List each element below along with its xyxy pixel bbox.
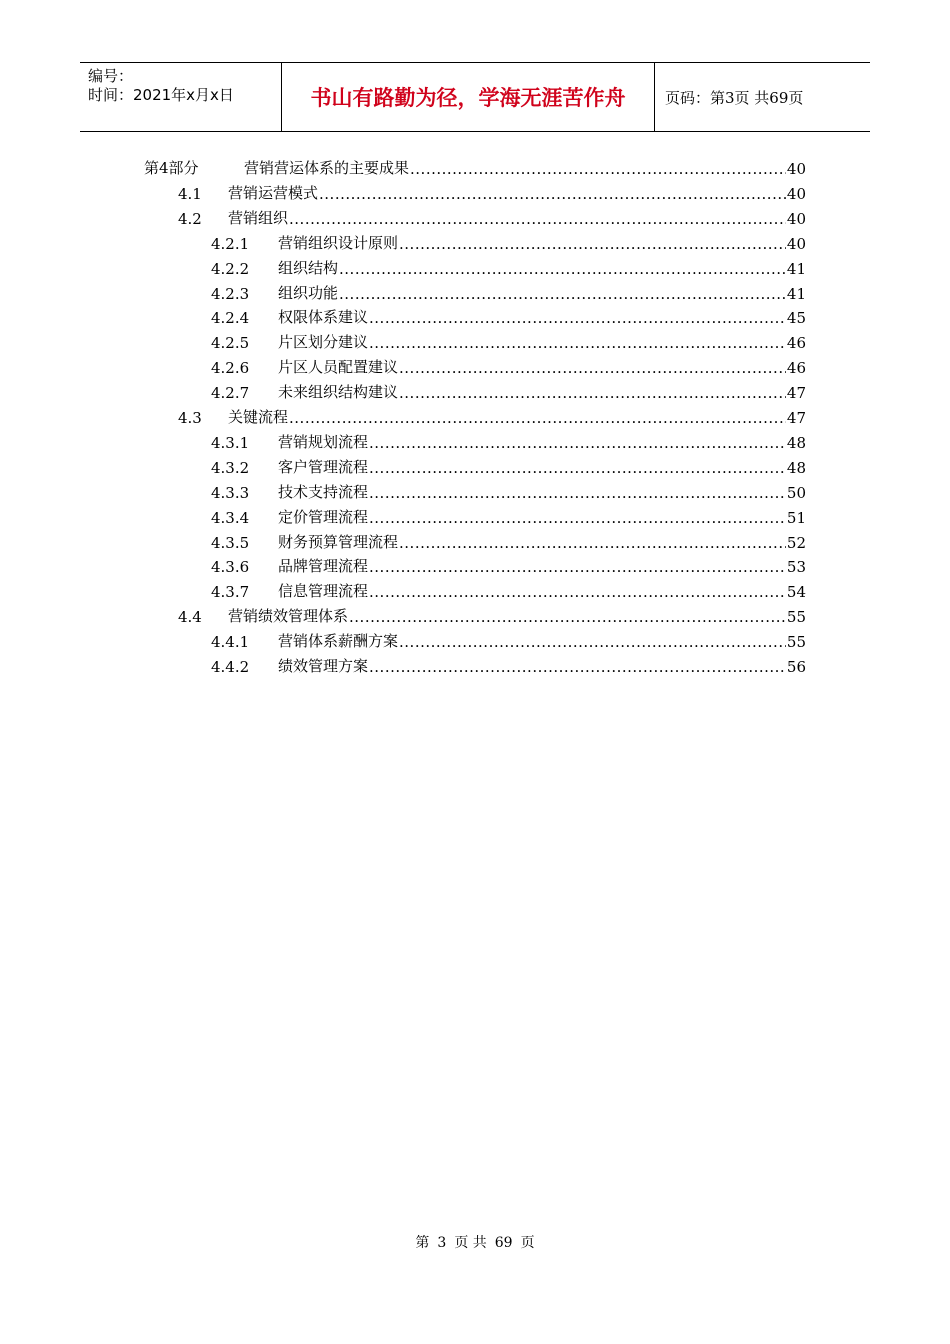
toc-entry-page: 51 <box>786 508 806 527</box>
toc-entry[interactable] <box>211 503 806 527</box>
toc-leader-dots <box>339 285 786 303</box>
toc-leader-dots <box>339 260 786 278</box>
toc-entry[interactable] <box>211 303 806 327</box>
toc-entry-title: 组织功能 <box>278 283 339 302</box>
toc-entry-title: 营销组织 <box>228 208 289 227</box>
toc-entry-page: 47 <box>786 409 806 427</box>
footer-total-pages: 69 <box>494 1235 513 1251</box>
header-page-info: 页码：第3页 共69页 <box>665 88 804 107</box>
toc-leader-dots <box>399 633 786 651</box>
toc-entry[interactable] <box>144 154 806 178</box>
toc-entry-page: 40 <box>786 160 806 178</box>
toc-entry-title: 营销绩效管理体系 <box>228 607 349 626</box>
toc-entry-title: 营销营运体系的主要成果 <box>244 159 410 177</box>
toc-entry-number: 第4部分 <box>144 159 199 177</box>
toc-entry-number: 4.2.4 <box>211 309 250 328</box>
toc-entry-number: 4.2.5 <box>211 334 250 353</box>
toc-entry[interactable] <box>211 528 806 552</box>
toc-entry-title: 营销运营模式 <box>228 183 319 202</box>
toc-entry-page: 54 <box>786 583 806 602</box>
toc-entry[interactable] <box>178 204 806 228</box>
toc-entry-page: 41 <box>786 284 806 303</box>
toc-entry-number: 4.4.2 <box>211 658 250 676</box>
toc-entry-number: 4.3.4 <box>211 508 250 527</box>
toc-entry-page: 53 <box>786 558 806 577</box>
toc-leader-dots <box>399 534 786 552</box>
toc-entry[interactable] <box>211 328 806 352</box>
toc-leader-dots <box>319 185 786 203</box>
document-number-label: 编号： <box>88 67 134 85</box>
toc-entry-title: 营销体系薪酬方案 <box>278 632 399 651</box>
toc-entry[interactable] <box>211 254 806 278</box>
toc-entry-title: 未来组织结构建议 <box>278 383 399 402</box>
page-header <box>80 62 870 132</box>
toc-entry[interactable] <box>211 577 806 601</box>
toc-leader-dots <box>399 359 786 377</box>
toc-entry-page: 47 <box>786 384 806 403</box>
toc-entry-page: 56 <box>786 658 806 676</box>
toc-entry-page: 48 <box>786 433 806 452</box>
toc-leader-dots <box>369 658 786 676</box>
footer-mid: 页 共 <box>454 1235 487 1251</box>
toc-entry-number: 4.3.3 <box>211 483 250 502</box>
toc-entry-number: 4.2.6 <box>211 359 250 378</box>
toc-entry-page: 46 <box>786 334 806 353</box>
toc-entry-number: 4.1 <box>178 184 202 203</box>
toc-leader-dots <box>289 210 786 228</box>
toc-leader-dots <box>369 334 786 352</box>
toc-entry-number: 4.3 <box>178 409 202 427</box>
toc-entry-number: 4.2.7 <box>211 384 250 403</box>
toc-entry-page: 45 <box>786 309 806 328</box>
toc-entry-title: 片区人员配置建议 <box>278 358 399 377</box>
toc-leader-dots <box>369 484 786 502</box>
toc-entry-page: 52 <box>786 533 806 552</box>
document-date: 时间：2021年x月x日 <box>88 86 234 104</box>
toc-leader-dots <box>369 509 786 527</box>
toc-entry-title: 关键流程 <box>228 408 289 426</box>
toc-entry-number: 4.3.7 <box>211 583 250 602</box>
toc-entry-title: 品牌管理流程 <box>278 557 369 576</box>
toc-entry-title: 客户管理流程 <box>278 457 369 476</box>
header-meta <box>80 63 281 131</box>
toc-entry-title: 权限体系建议 <box>278 308 369 327</box>
toc-entry-number: 4.3.1 <box>211 433 250 452</box>
toc-entry-number: 4.3.5 <box>211 533 250 552</box>
page-footer <box>0 1232 950 1252</box>
toc-entry-title: 财务预算管理流程 <box>278 532 399 551</box>
toc-entry[interactable] <box>178 179 806 203</box>
toc-entry-page: 50 <box>786 483 806 502</box>
toc-entry[interactable] <box>211 428 806 452</box>
toc-entry-number: 4.3.2 <box>211 458 250 477</box>
toc-entry-number: 4.2.3 <box>211 284 250 303</box>
toc-entry[interactable] <box>211 229 806 253</box>
toc-leader-dots <box>349 608 786 626</box>
toc-entry-page: 40 <box>786 234 806 253</box>
toc-leader-dots <box>289 409 786 427</box>
toc-entry-number: 4.3.6 <box>211 558 250 577</box>
toc-entry[interactable] <box>211 552 806 576</box>
footer-current-page: 3 <box>437 1235 447 1251</box>
toc-entry-title: 组织结构 <box>278 258 339 277</box>
toc-entry[interactable] <box>178 602 806 626</box>
toc-entry-page: 41 <box>786 259 806 278</box>
toc-leader-dots <box>399 384 786 402</box>
toc-entry-title: 绩效管理方案 <box>278 657 369 675</box>
toc-entry[interactable] <box>178 403 806 427</box>
toc-entry-title: 技术支持流程 <box>278 482 369 501</box>
toc-entry[interactable] <box>211 652 806 676</box>
toc-leader-dots <box>369 309 786 327</box>
toc-leader-dots <box>369 583 786 601</box>
header-motto: 书山有路勤为径，学海无涯苦作舟 <box>281 63 655 131</box>
toc-leader-dots <box>369 558 786 576</box>
toc-entry-page: 48 <box>786 458 806 477</box>
toc-entry[interactable] <box>211 478 806 502</box>
toc-leader-dots <box>410 160 786 178</box>
toc-entry[interactable] <box>211 279 806 303</box>
toc-entry-number: 4.2.1 <box>211 234 250 253</box>
toc-entry-page: 40 <box>786 209 806 228</box>
toc-leader-dots <box>399 235 786 253</box>
toc-leader-dots <box>369 434 786 452</box>
toc-entry-page: 55 <box>786 633 806 652</box>
toc-entry-page: 55 <box>786 608 806 627</box>
toc-entry-title: 营销规划流程 <box>278 432 369 451</box>
toc-entry[interactable] <box>211 453 806 477</box>
toc-entry[interactable] <box>211 353 806 377</box>
footer-prefix: 第 <box>415 1235 430 1251</box>
toc-entry-page: 46 <box>786 359 806 378</box>
toc-entry-title: 片区划分建议 <box>278 333 369 352</box>
footer-suffix: 页 <box>520 1235 535 1251</box>
toc-entry-number: 4.2 <box>178 209 202 228</box>
toc-entry[interactable] <box>211 378 806 402</box>
toc-entry-number: 4.4.1 <box>211 633 250 652</box>
toc-entry-title: 信息管理流程 <box>278 582 369 601</box>
toc-entry-number: 4.4 <box>178 608 202 627</box>
toc-entry[interactable] <box>211 627 806 651</box>
toc-entry-title: 定价管理流程 <box>278 507 369 526</box>
toc-entry-number: 4.2.2 <box>211 259 250 278</box>
toc-leader-dots <box>369 459 786 477</box>
toc-entry-title: 营销组织设计原则 <box>278 233 399 252</box>
toc-entry-page: 40 <box>786 184 806 203</box>
